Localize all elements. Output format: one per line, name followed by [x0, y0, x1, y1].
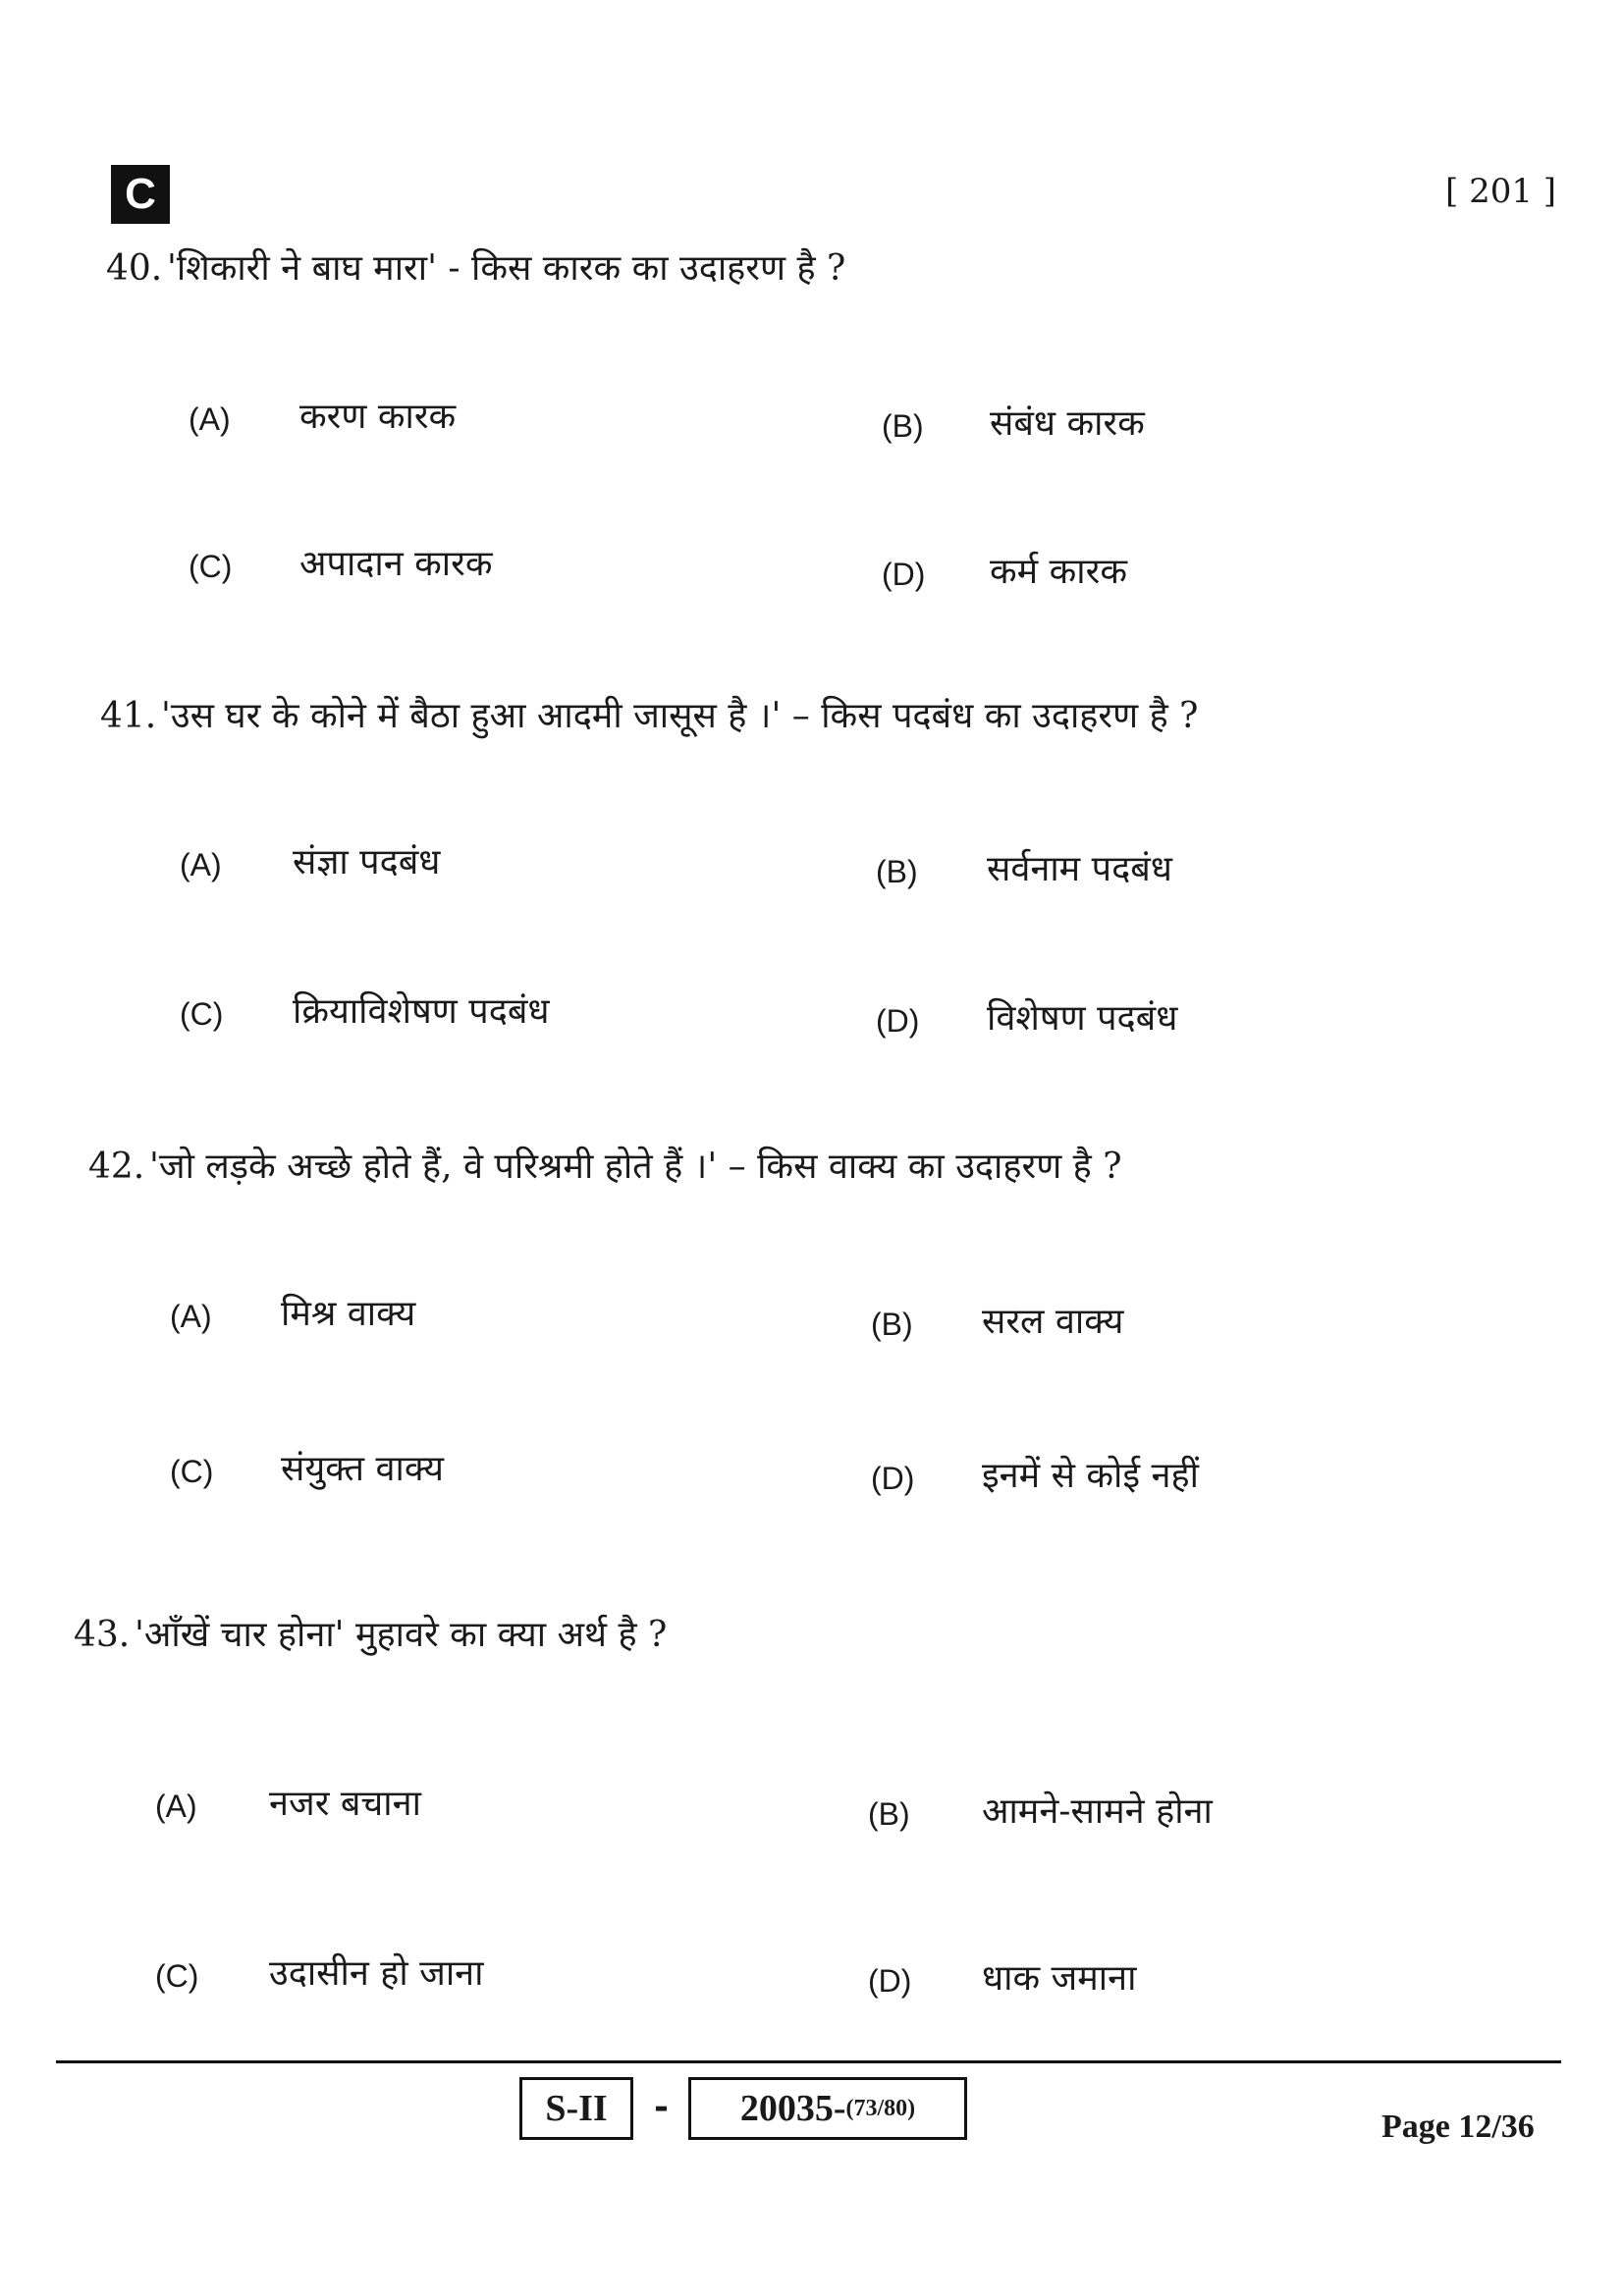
option-text: सर्वनाम पदबंध	[987, 849, 1172, 889]
option-text: आमने-सामने होना	[982, 1791, 1213, 1832]
page-code: [ 201 ]	[1445, 172, 1557, 211]
question-text: 'आँखें चार होना' मुहावरे का क्या अर्थ है ?	[135, 1615, 668, 1655]
option-text: उदासीन हो जाना	[269, 1953, 484, 1994]
set-code-badge: C	[111, 165, 170, 224]
option-label: (B)	[882, 408, 924, 444]
question-text: 'शिकारी ने बाघ मारा' - किस कारक का उदाहरण है ?	[167, 248, 846, 289]
option-text: अपादान कारक	[299, 544, 493, 584]
question-number: 43.	[74, 1615, 131, 1655]
question-text: 'उस घर के कोने में बैठा हुआ आदमी जासूस है ।' – किस पदबंध का उदाहरण है ?	[161, 696, 1199, 736]
option-label: (B)	[868, 1796, 910, 1832]
option-label: (B)	[876, 854, 918, 889]
page-number: Page 12/36	[1381, 2109, 1535, 2145]
option-label: (D)	[871, 1461, 915, 1496]
option-label: (C)	[189, 549, 233, 584]
paper-code: 20035-	[739, 2088, 846, 2129]
option-text: इनमें से कोई नहीं	[982, 1456, 1199, 1496]
option-text: क्रियाविशेषण पदबंध	[293, 991, 550, 1032]
option-text: धाक जमाना	[982, 1958, 1137, 1999]
option-text: नजर बचाना	[269, 1784, 421, 1824]
option-label: (A)	[155, 1789, 197, 1824]
option-label: (D)	[882, 557, 926, 592]
option-label: (C)	[170, 1454, 214, 1489]
option-label: (D)	[876, 1003, 920, 1039]
footer-dash: -	[654, 2086, 669, 2127]
option-text: संयुक्त वाक्य	[281, 1449, 444, 1489]
paper-code-suffix: (73/80)	[845, 2095, 916, 2121]
question-number: 40.	[106, 248, 163, 289]
option-label: (A)	[189, 401, 231, 437]
option-text: विशेषण पदबंध	[987, 998, 1178, 1039]
question-text: 'जो लड़के अच्छे होते हैं, वे परिश्रमी होते हैं ।' – किस वाक्य का उदाहरण है ?	[149, 1147, 1122, 1187]
option-text: करण कारक	[299, 397, 457, 437]
option-label: (B)	[871, 1307, 913, 1342]
footer-divider	[56, 2060, 1561, 2063]
option-label: (A)	[170, 1299, 212, 1334]
option-label: (C)	[155, 1958, 199, 1994]
option-text: सरल वाक्य	[982, 1302, 1124, 1342]
option-text: संबंध कारक	[990, 403, 1145, 444]
series-box	[519, 2077, 633, 2140]
series-code: S-II	[545, 2088, 608, 2129]
option-text: संज्ञा पदबंध	[293, 842, 441, 882]
option-label: (D)	[868, 1963, 912, 1999]
question-number: 41.	[100, 696, 157, 736]
option-text: मिश्र वाक्य	[281, 1294, 416, 1334]
option-label: (C)	[180, 996, 224, 1032]
paper-code-box	[688, 2077, 967, 2140]
option-label: (A)	[180, 847, 222, 882]
option-text: कर्म कारक	[990, 552, 1127, 592]
question-number: 42.	[88, 1147, 145, 1187]
